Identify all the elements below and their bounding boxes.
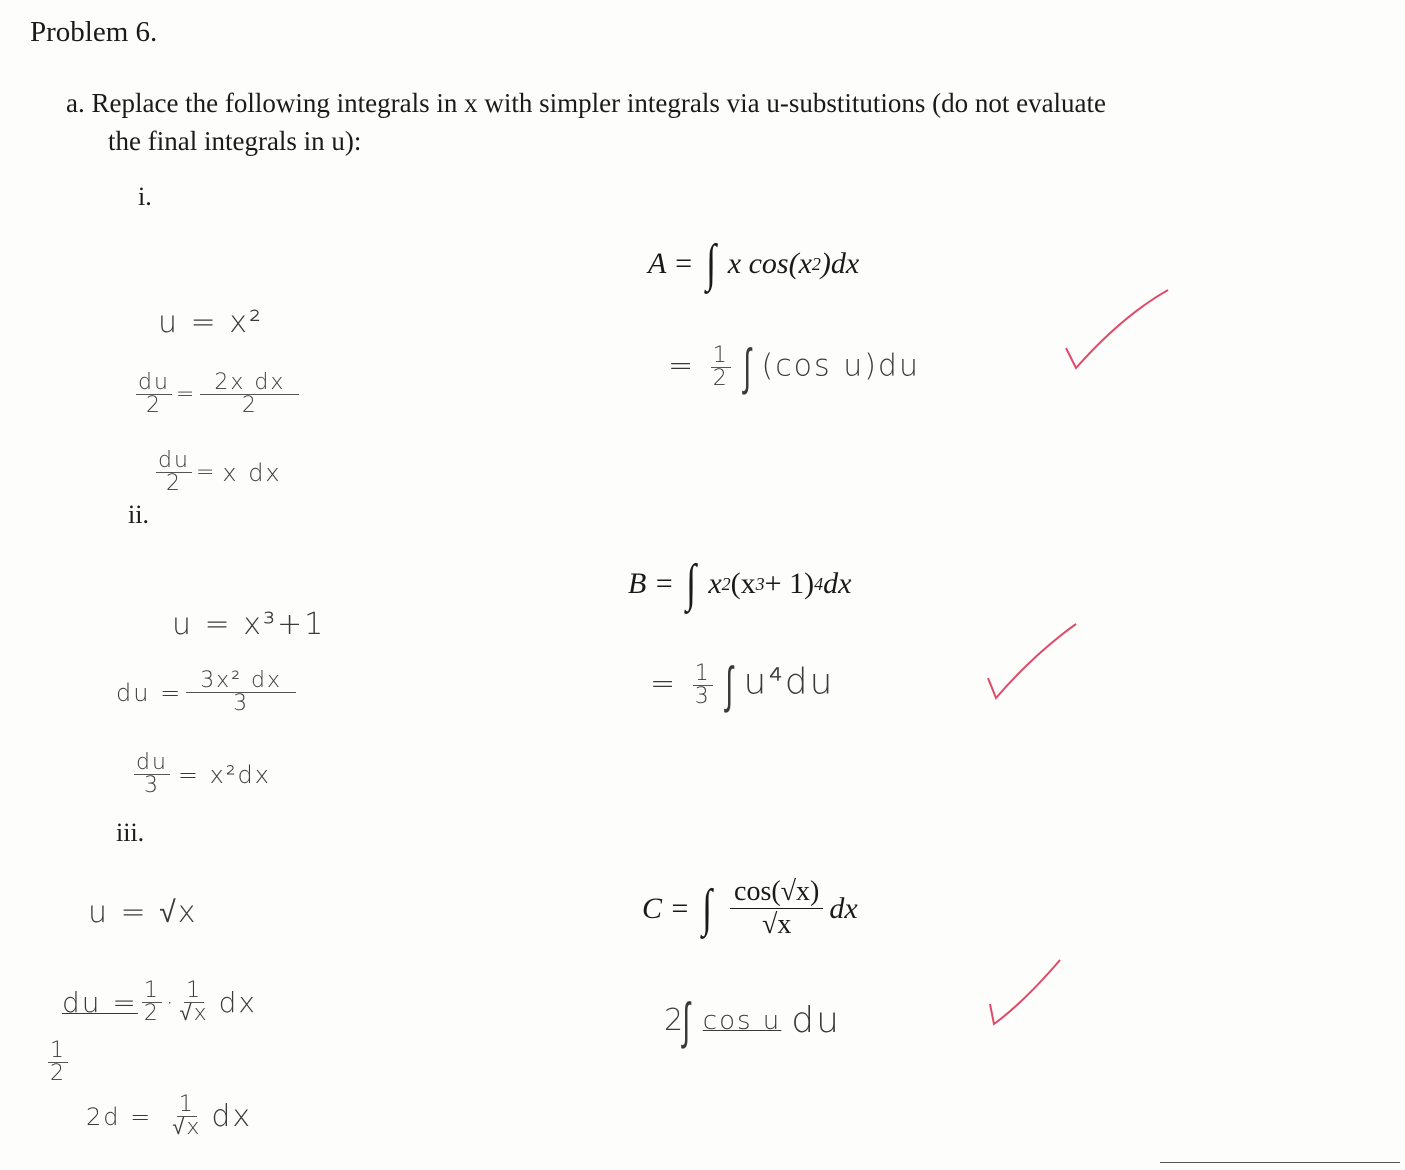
answer-c-coef: 2	[664, 1003, 686, 1038]
work-c-side-half: $\frac{1}{2}$	[50, 1038, 66, 1086]
integral-sign-icon: ∫	[701, 879, 712, 937]
part-label-ii: ii.	[128, 500, 149, 529]
integral-sign-icon: ∫	[686, 555, 697, 612]
integral-a-lhs: A =	[648, 247, 694, 280]
answer-a-body: (cos u)du	[761, 348, 920, 384]
answer-c-tail: du	[791, 1000, 841, 1041]
integral-c-lhs: C =	[642, 891, 690, 925]
integral-sign-icon: ∫	[682, 992, 692, 1050]
answer-c	[664, 992, 841, 1050]
problem-prompt	[66, 84, 1106, 160]
work-a-line2: $\frac{du}{2}$ = $\frac{\text{2x dx}}{2}$	[132, 372, 303, 417]
integral-a-exp: 2	[811, 253, 821, 274]
work-b-line2: du = $\frac{\text{3x² dx}}{3}$	[116, 670, 300, 715]
work-a-line1: u = x²	[158, 305, 264, 340]
integral-sign-icon: ∫	[705, 235, 716, 292]
integral-sign-icon: ∫	[743, 338, 753, 396]
work-c-line2: du = $\frac{1}{2}$ · 1 √x dx	[62, 978, 257, 1026]
integral-a	[648, 235, 860, 292]
page-edge-divider	[1160, 1162, 1400, 1163]
work-a-line3: $\frac{du}{2}$ = x dx	[158, 448, 282, 496]
work-c-line3: 2d = $\frac{1}{√x}$ dx	[86, 1092, 253, 1140]
part-label-i: i.	[138, 182, 152, 211]
prompt-line-2: the final integrals in u):	[108, 126, 362, 156]
integral-c: C = ∫ $\frac{\cos(√x)}{√x}$ dx	[642, 876, 858, 940]
work-c-line1: u = √x	[88, 895, 198, 930]
integral-sign-icon: ∫	[725, 656, 735, 714]
answer-b-coef: $\frac{1}{3}$	[694, 660, 711, 709]
part-label-iii: iii.	[116, 818, 145, 847]
integral-a-tail: )dx	[820, 247, 860, 280]
integral-c-fraction: $\frac{\cos(√x)}{√x}$	[730, 876, 823, 941]
integral-b-lhs: B =	[628, 567, 675, 600]
checkmark-icon	[1062, 286, 1172, 376]
work-b-line3: $\frac{du}{3}$ = x²dx	[136, 750, 271, 798]
checkmark-icon	[984, 954, 1094, 1044]
answer-b-body: u⁴du	[743, 661, 835, 703]
answer-b: = $\frac{1}{3}$ ∫ u⁴du	[650, 656, 835, 714]
answer-a: = $\frac{1}{2}$ ∫ (cos u)du	[668, 338, 920, 396]
work-b-line1: u = x³+1	[172, 607, 326, 642]
integral-a-integrand: x cos(x	[727, 247, 812, 280]
answer-c-body: cos u	[702, 1006, 782, 1036]
integral-b: B = ∫ x 2 (x 3 + 1) 4 dx	[628, 555, 852, 612]
checkmark-icon	[984, 618, 1094, 708]
problem-title: Problem 6.	[30, 16, 158, 48]
prompt-line-1: a. Replace the following integrals in x with simpler integrals via u-substitutions (do not evaluate	[66, 88, 1107, 118]
answer-a-coef: $\frac{1}{2}$	[712, 342, 729, 391]
